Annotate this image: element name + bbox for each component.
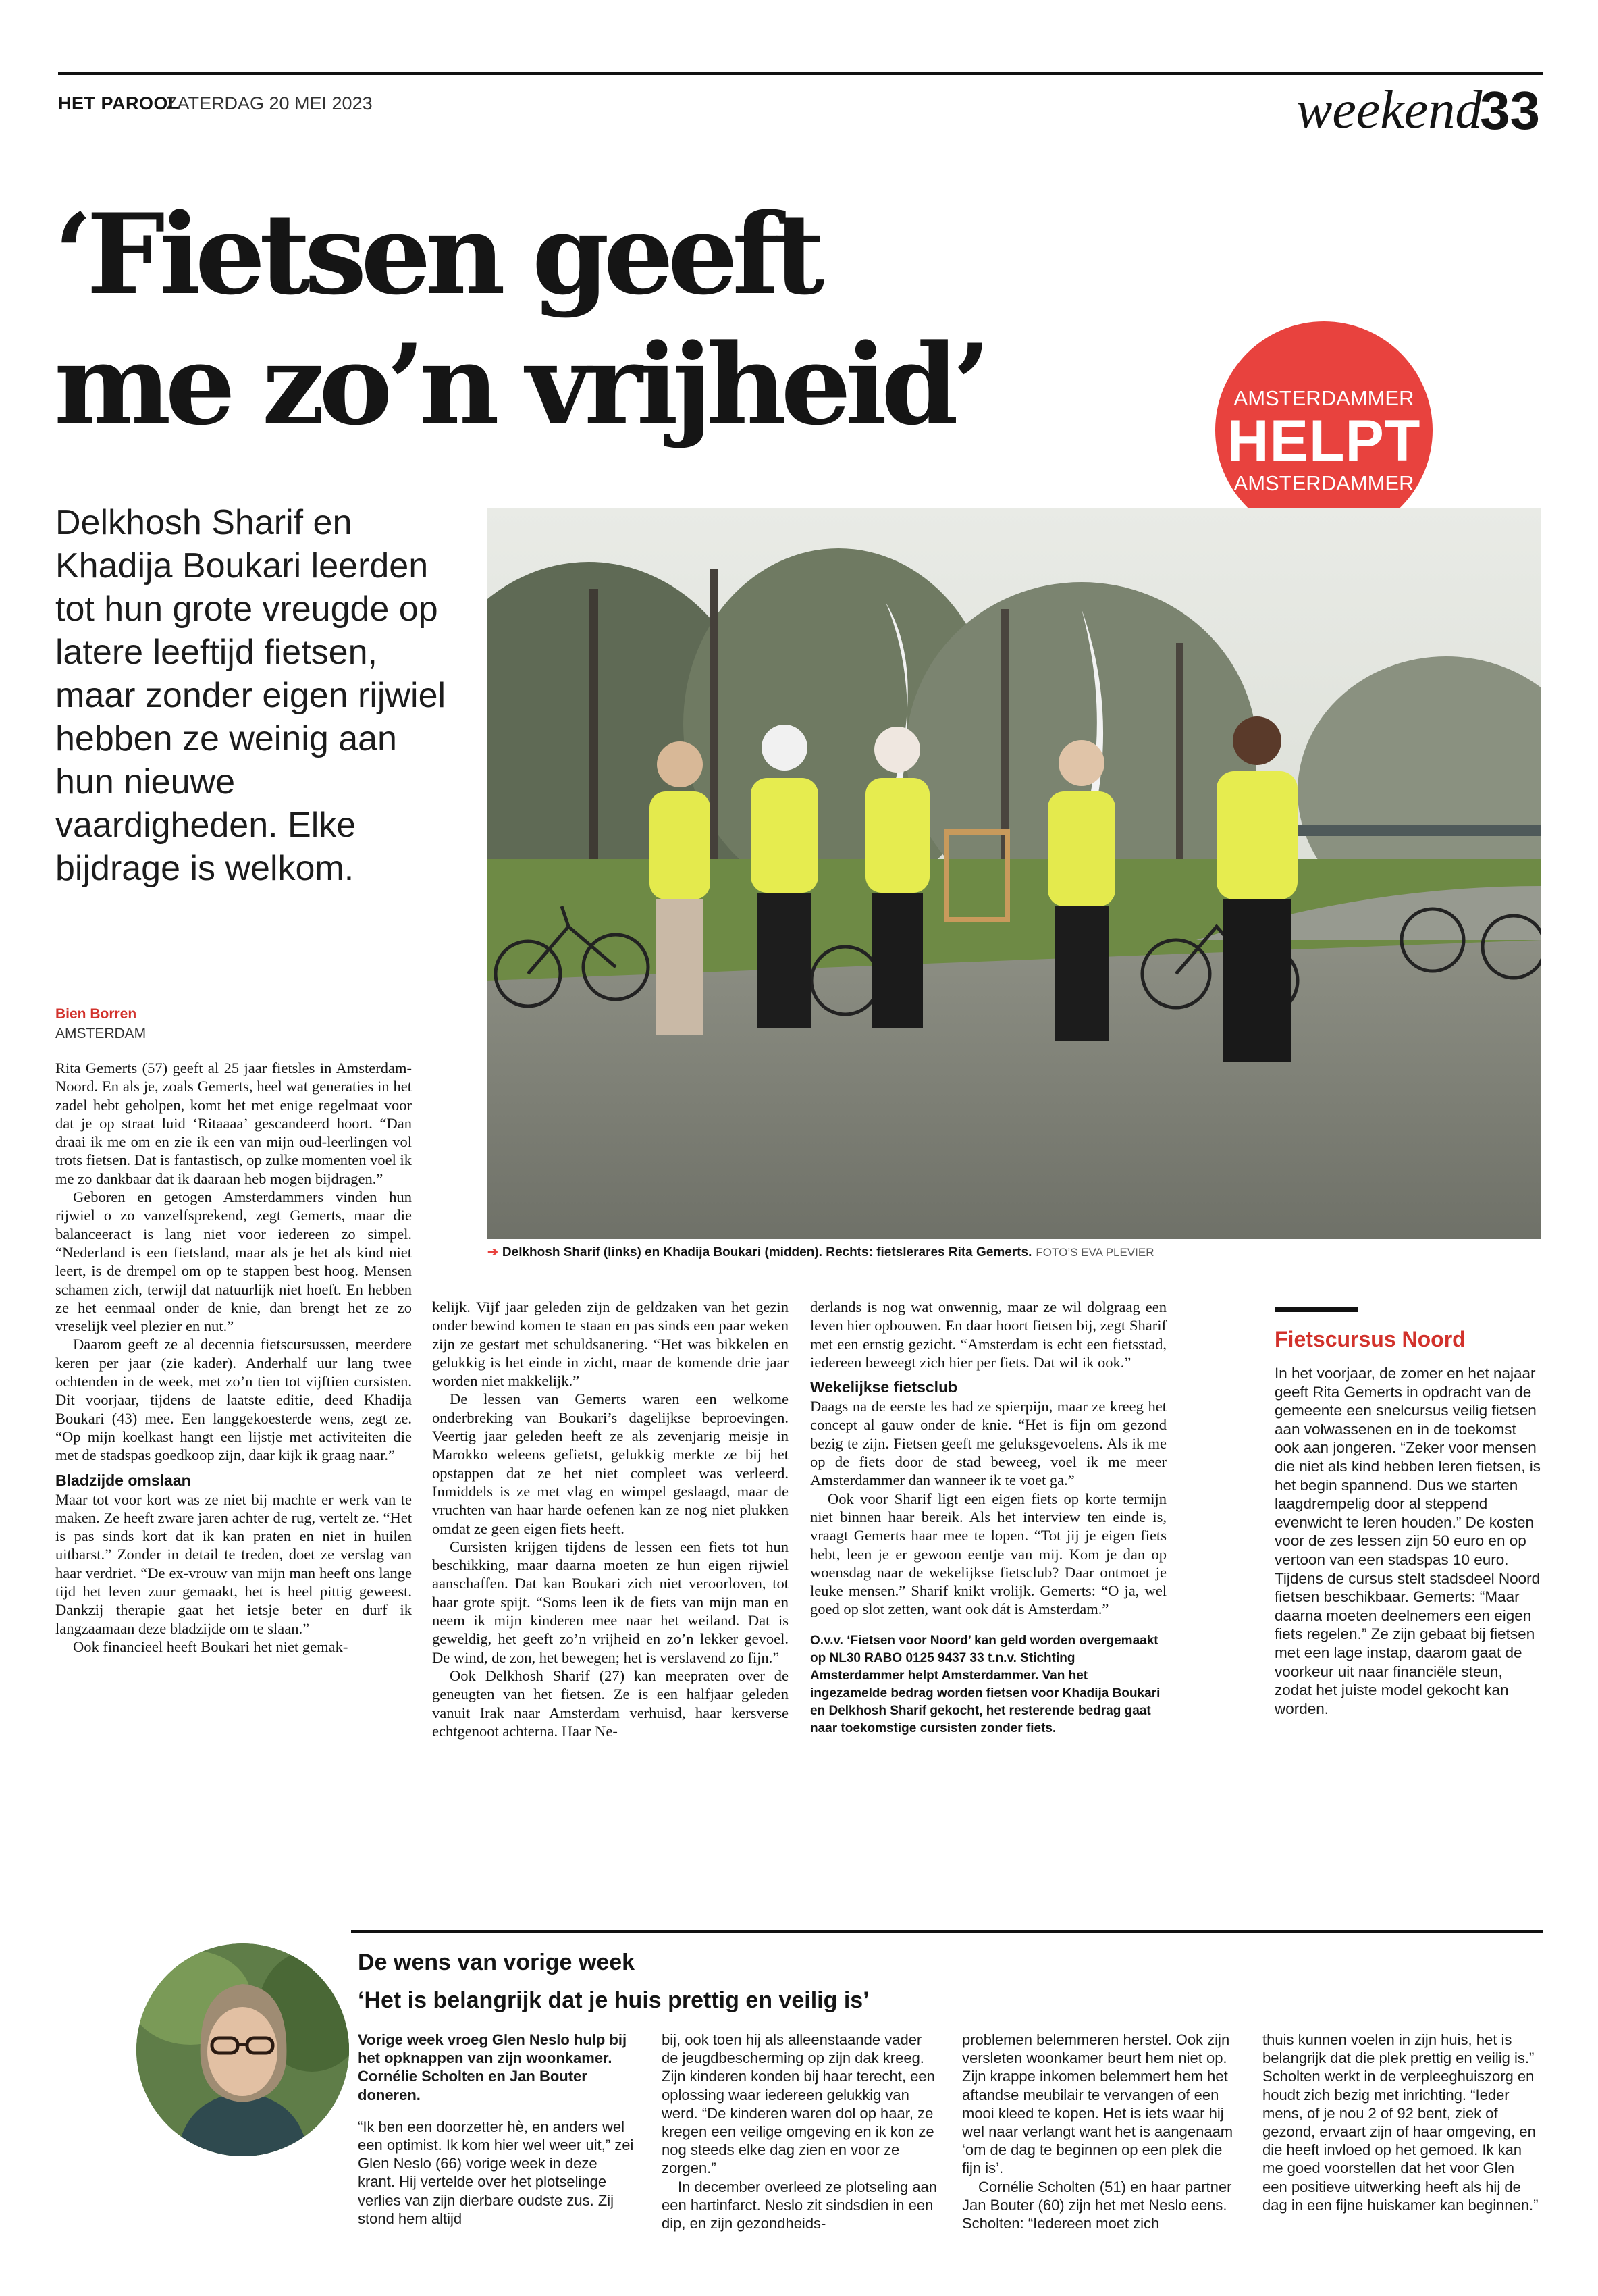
sidebar-rule <box>1275 1307 1358 1312</box>
article-paragraph: Ook Delkhosh Sharif (27) kan meepraten over de geneugten van het fietsen. Ze is een halfjaar geleden vanuit Irak naar Amsterdam verhuisd, haar kersverse echtgenoot achterna. Haar Ne- <box>432 1667 789 1740</box>
bottom-headline: ‘Het is belangrijk dat je huis prettig en veilig is’ <box>358 1987 870 2013</box>
page-number: 33 <box>1480 80 1540 140</box>
bottom-paragraph: “Ik ben een doorzetter hè, en anders wel een optimist. Ik kom hier wel weer uit,” zei Glen Neslo (66) vorige week in deze krant. Hij vertelde over het plotselinge verlies van zijn dierbare oudste zus. Zij stond hem altijd <box>358 2118 634 2227</box>
article-paragraph: Geboren en getogen Amsterdammers vinden hun rijwiel o zo vanzelfsprekend, zegt Gemerts, maar die balanceeract is lang niet voor iedereen zo simpel. “Nederland is een fietsland, maar als je het als kind niet leert, is de drempel om op te stappen best hoog. Mensen schamen zich, terwijl dat natuurlijk niet hoeft. En hebben ze het eenmaal onder de knie, dan brengt het ze zo vreselijk veel plezier en nut.” <box>55 1189 412 1335</box>
bottom-column-4 <box>1262 2031 1543 2214</box>
bottom-paragraph: thuis kunnen voelen in zijn huis, het is belangrijk dat die plek prettig en veilig is.” Scholten werkt in de verpleeghuiszorg en houdt zich bezig met inrichting. “Ieder mens, of je nou 2 of 92 bent, ziek of gezond, ervaart zijn of haar omgeving, en die heeft invloed op het gemoed. Ik kan me goed voorstellen dat het voor Glen een positieve uitwerking heeft als hij de dag in een fijne huiskamer kan beginnen.” <box>1262 2031 1539 2214</box>
article-subhead: Bladzijde omslaan <box>55 1471 191 1489</box>
photo-credit: FOTO’S EVA PLEVIER <box>1036 1246 1154 1259</box>
paper-date: ZATERDAG 20 MEI 2023 <box>166 93 373 113</box>
photo-caption-text: Delkhosh Sharif (links) en Khadija Boukari (midden). Rechts: fietslerares Rita Gemerts. <box>502 1245 1032 1259</box>
paper-name: HET PAROOL <box>58 93 180 113</box>
article-paragraph: Maar tot voor kort was ze niet bij machte er werk van te maken. Ze heeft zware jaren achter de rug, vertelt ze. “Het is pas sinds kort dat ik kan praten en niet in huilen uitbarst.” Zonder in detail te treden, doet ze verslag van haar verdriet. “De ex-vrouw van mijn man heeft ons lange tijd het leven zuur gemaakt, het is heel pittig geweest. Dankzij therapie gaat het ietsje beter en durf ik langzaamaan deze bladzijde om te slaan.” <box>55 1490 412 1637</box>
campaign-badge <box>1215 321 1433 539</box>
intro-text: Delkhosh Sharif en Khadija Boukari leerden tot hun grote vreugde op latere leeftijd fietsen, maar zonder eigen rijwiel hebben ze weinig aan hun nieuwe vaardigheden. Elke bijdrage is welkom. <box>55 503 446 888</box>
article-paragraph: Ook voor Sharif ligt een eigen fiets op korte termijn niet binnen haar bereik. Als het interview ten einde is, vraagt Gemerts haar mee te lopen. “Tot jij je eigen fiets hebt, leen je er gewoon eentje van mij. Kom je dan op woensdag naar de wekelijkse fietsclub? Daar ontmoet je leuke mensen.” Sharif knikt vrolijk. Gemerts: “O ja, wel goed op slot zetten, want ook dát is Amsterdam.” <box>810 1490 1167 1618</box>
headline-line-1: ‘Fietsen geeft <box>54 189 819 319</box>
article-paragraph: Daags na de eerste les had ze spierpijn, maar ze kreeg het concept al gauw onder de knie. “Het is fijn om gezond bezig te zijn. Fietsen geeft me geluksgevoelens. Als ik me op de fiets door de stad beweeg, voel ik me meer Amsterdammer dan wanneer ik te voet ga.” <box>810 1398 1167 1489</box>
bottom-kicker: De wens van vorige week <box>358 1950 635 1975</box>
byline-author: Bien Borren <box>55 1006 137 1022</box>
article-paragraph: Rita Gemerts (57) geeft al 25 jaar fietsles in Amsterdam-Noord. En als je, zoals Gemerts, heel wat generaties in het zadel hebt geholpen, komt het met enige regelmaat voor dat je op straat luid ‘Ritaaaa’ gescandeerd hoort. “Dan draai ik me om en zie ik een van mijn oud-leerlingen vol trots fietsen. Dat is fantastisch, op zulke momenten voel ik me zo dankbaar dat ik daaraan heb mogen bijdragen.” <box>55 1060 412 1187</box>
headline-line-2: me zo’n vrijheid’ <box>54 319 985 450</box>
donation-info: O.v.v. ‘Fietsen voor Noord’ kan geld worden overgemaakt op NL30 RABO 0125 9437 33 t.n.v. Stichting Amsterdammer helpt Amsterdammer. Van het ingezamelde bedrag worden fietsen voor Khadija Boukari en Delkhosh Sharif gekocht, het resterende bedrag gaat naar toekomstige cursisten zonder fiets. <box>810 1633 1161 1736</box>
bottom-column-2 <box>662 2031 938 2233</box>
arrow-right-icon: ➔ <box>487 1245 498 1259</box>
badge-bottom-text: AMSTERDAMMER <box>1233 471 1414 495</box>
badge-top-text: AMSTERDAMMER <box>1233 386 1414 410</box>
sidebar-body: In het voorjaar, de zomer en het najaar geeft Rita Gemerts in opdracht van de gemeente een snelcursus veilig fietsen aan volwassenen en in de toekomst ook aan jongeren. “Zeker voor mensen die niet als kind hebben leren fietsen, is het begin spannend. Dus we starten laagdrempelig door al steppend evenwicht te leren houden.” De kosten voor de zes lessen zijn 50 euro en op vertoon van een stadspas 10 euro. Tijdens de cursus stelt stadsdeel Noord fietsen beschikbaar. Gemerts: “Maar daarna moeten deelnemers een eigen fiets regelen.” Ze zijn gebaat bij fietsen met een lage instap, daarom gaat de voorkeur uit naar financiële steun, zodat het juiste model gekocht kan worden. <box>1275 1365 1541 1717</box>
section-name: weekend <box>1296 80 1483 140</box>
bottom-column-1 <box>358 2031 635 2228</box>
bottom-column-3 <box>962 2031 1239 2233</box>
bottom-lead: Vorige week vroeg Glen Neslo hulp bij het opknappen van zijn woonkamer. Cornélie Scholten en Jan Bouter doneren. <box>358 2031 627 2104</box>
byline-place: AMSTERDAM <box>55 1026 147 1041</box>
article-subhead: Wekelijkse fietsclub <box>810 1378 958 1397</box>
article-photo-illustration <box>487 508 1541 1239</box>
portrait-illustration <box>136 1943 349 2156</box>
bottom-rule <box>351 1930 1543 1933</box>
article-photo <box>487 508 1541 1239</box>
bottom-paragraph: problemen belemmeren herstel. Ook zijn versleten woonkamer beurt hem niet op. Zijn krappe inkomen belemmert hem het aftandse meubilair te vervangen of een mooi kleed te kopen. Het is iets waar hij wel naar verlangt want het is aangenaam ‘om de dag te beginnen op een plek die fijn is’. <box>962 2031 1233 2177</box>
article-paragraph: kelijk. Vijf jaar geleden zijn de geldzaken van het gezin onder bewind komen te staan en pas sinds een paar weken zijn ze gestart met schuldsanering. “Het was bikkelen en gelukkig is het einde in zicht, maar de komende drie jaar worden niet makkelijk.” <box>432 1299 789 1390</box>
article-column-2 <box>432 1298 789 1740</box>
sidebar-title: Fietscursus Noord <box>1275 1327 1466 1351</box>
article-column-1 <box>55 1059 412 1656</box>
article-paragraph: Ook financieel heeft Boukari het niet gemak- <box>73 1638 348 1655</box>
badge-main-text: HELPT <box>1227 409 1421 473</box>
bottom-paragraph: bij, ook toen hij als alleenstaande vader de jeugdbescherming op zijn dak kreeg. Zijn kinderen konden bij haar terecht, een oplossing waar iedereen gelukkig van werd. “De kinderen waren dol op haar, ze kregen een veilige omgeving en ik kon ze nog steeds elke dag zien en voor ze zorgen.” <box>662 2031 935 2177</box>
article-paragraph: Cursisten krijgen tijdens de lessen een fiets tot hun beschikking, maar daarna moeten ze hun eigen rijwiel aanschaffen. Dat kan Boukari zich niet veroorloven, tot haar grote spijt. “Soms leen ik de fiets van mijn man en neem ik mijn kinderen mee naar het weiland. Dat is geweldig, het geeft zo’n vrijheid en zo’n lekker gevoel. De wind, de zon, het bewegen; het is verslavend zo fijn.” <box>432 1538 789 1666</box>
article-paragraph: Daarom geeft ze al decennia fietscursussen, meerdere keren per jaar (zie kader). Anderhalf uur lang twee ochtenden in de week, met zo’n tien tot vijftien cursisten. Dit voorjaar, tijdens de laatste editie, deed Khadija Boukari (43) mee. Een langgekoesterde wens, zegt ze. “Op mijn koelkast hangt een lijstje met activiteiten die met de stadspas goedkoop zijn, daar kijk ik graag naar.” <box>55 1336 412 1464</box>
article-column-3 <box>810 1298 1167 1738</box>
bottom-paragraph: Cornélie Scholten (51) en haar partner Jan Bouter (60) zijn het met Neslo eens. Scholten: “Iedereen moet zich <box>962 2178 1232 2233</box>
top-rule <box>58 72 1543 75</box>
article-paragraph: derlands is nog wat onwennig, maar ze wil dolgraag een leven hier opbouwen. En daar hoort fietsen bij, zegt Sharif met een ernstig gezicht. “Amsterdam is echt een fietsstad, iedereen beweegt zich hier per fiets. Dat wil ik ook.” <box>810 1299 1167 1371</box>
portrait-photo <box>136 1943 349 2156</box>
photo-caption <box>487 1245 1154 1260</box>
bottom-paragraph: In december overleed ze plotseling aan een hartinfarct. Neslo zit sindsdien in een dip, en zijn gezondheids- <box>662 2178 938 2233</box>
article-paragraph: De lessen van Gemerts waren een welkome onderbreking van Boukari’s dagelijkse beproevingen. Veertig jaar geleden heeft ze als zevenjarig meisje in Marokko weleens gefietst, gelukkig merkte ze bij het opstappen dat ze het niet compleet was verleerd. Inmiddels is ze met vlag en wimpel geslaagd, maar de vruchten van haar harde oefenen kan ze nog niet plukken omdat ze geen eigen fiets heeft. <box>432 1390 789 1537</box>
